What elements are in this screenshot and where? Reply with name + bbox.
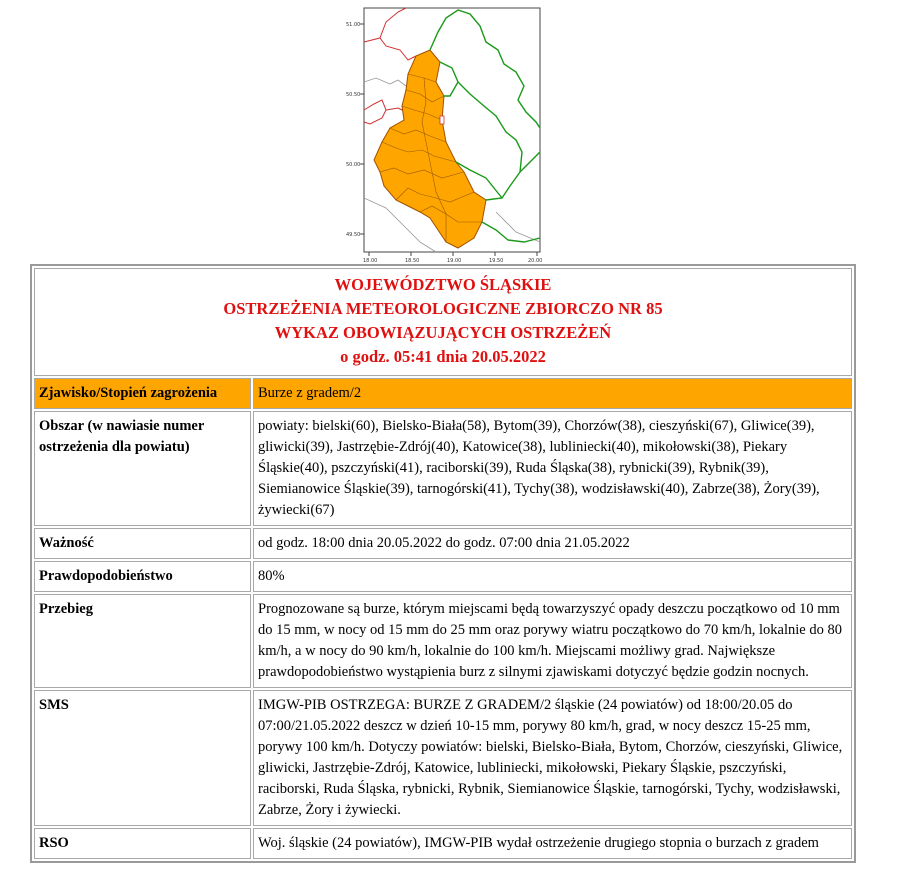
header-subtitle: OSTRZEŻENIA METEOROLOGICZNE ZBIORCZO NR 85 [223, 299, 663, 318]
lon-label: 19.00 [447, 258, 462, 264]
lon-label: 18.50 [405, 258, 420, 264]
lon-label: 20.00 [528, 258, 543, 264]
table-row-rso [34, 828, 852, 859]
row-value: od godz. 18:00 dnia 20.05.2022 do godz. 07:00 dnia 21.05.2022 [253, 528, 852, 559]
table-row-sms [34, 690, 852, 826]
row-label: Przebieg [34, 594, 251, 688]
row-value: IMGW-PIB OSTRZEGA: BURZE Z GRADEM/2 śląskie (24 powiatów) od 18:00/20.05 do 07:00/21.05.2022 deszcz w dzień 10-15 mm, porywy 80 km/h, grad, w nocy deszcz 15-25 mm, porywy 100 km/h. Dotyczy powiatów: bielski, Bielsko-Biała, Bytom, Chorzów, cieszyński, Gliwice, gliwicki, Jastrzębie-Zdrój, Katowice, lubliniecki, mikołowski, Piekary Śląskie, pszczyński, raciborski, Ruda Śląska, rybnicki, Rybnik, Siemianowice Śląskie, tarnogórski, Tychy, wodzisławski, Zabrze, Żory i żywiecki. [253, 690, 852, 826]
lat-label: 50.00 [346, 162, 361, 168]
lat-label: 50.50 [346, 92, 361, 98]
table-row-course [34, 594, 852, 688]
row-value: Prognozowane są burze, którym miejscami będą towarzyszyć opady deszczu początkowo od 10 mm do 15 mm, w nocy od 15 mm do 25 mm oraz porywy wiatru początkowo do 70 km/h, lokalnie do 80 km/h, a w nocy do 90 km/h, lokalnie do 100 km/h. Miejscami możliwy grad. Największe prawdopodobieństwo wystąpienia burz z silnymi zjawiskami dotyczyć będzie godzin nocnych. [253, 594, 852, 688]
warning-map [346, 2, 546, 264]
table-row-phenomenon [34, 378, 852, 409]
row-label: Ważność [34, 528, 251, 559]
header-title: WOJEWÓDZTWO ŚLĄSKIE [334, 275, 552, 294]
table-row-area [34, 411, 852, 526]
row-label: SMS [34, 690, 251, 826]
lat-label: 51.00 [346, 22, 361, 28]
row-value: 80% [253, 561, 852, 592]
row-label: Prawdopodobieństwo [34, 561, 251, 592]
row-value: Burze z gradem/2 [253, 378, 852, 409]
header-cell [34, 268, 852, 376]
city-marker [440, 116, 444, 124]
header-issue-time: o godz. 05:41 dnia 20.05.2022 [340, 347, 546, 366]
row-label: Obszar (w nawiasie numer ostrzeżenia dla powiatu) [34, 411, 251, 526]
warnings-table [30, 264, 856, 863]
header-list-title: WYKAZ OBOWIĄZUJĄCYCH OSTRZEŻEŃ [274, 323, 612, 342]
lon-label: 19.50 [489, 258, 504, 264]
lat-label: 49.50 [346, 232, 361, 238]
row-label: Zjawisko/Stopień zagrożenia [34, 378, 251, 409]
row-value: Woj. śląskie (24 powiatów), IMGW-PIB wydał ostrzeżenie drugiego stopnia o burzach z gradem [253, 828, 852, 859]
header-row [34, 268, 852, 376]
table-row-validity [34, 528, 852, 559]
row-label: RSO [34, 828, 251, 859]
lon-label: 18.00 [363, 258, 378, 264]
row-value: powiaty: bielski(60), Bielsko-Biała(58), Bytom(39), Chorzów(38), cieszyński(67), Gliwice(39), gliwicki(39), Jastrzębie-Zdrój(40), Katowice(38), lubliniecki(40), mikołowski(38), Piekary Śląskie(40), pszczyński(41), raciborski(39), Ruda Śląska(38), rybnicki(39), Rybnik(39), Siemianowice Śląskie(39), tarnogórski(41), Tychy(38), wodzisławski(40), Zabrze(38), Żory(39), żywiecki(67) [253, 411, 852, 526]
table-row-probability [34, 561, 852, 592]
